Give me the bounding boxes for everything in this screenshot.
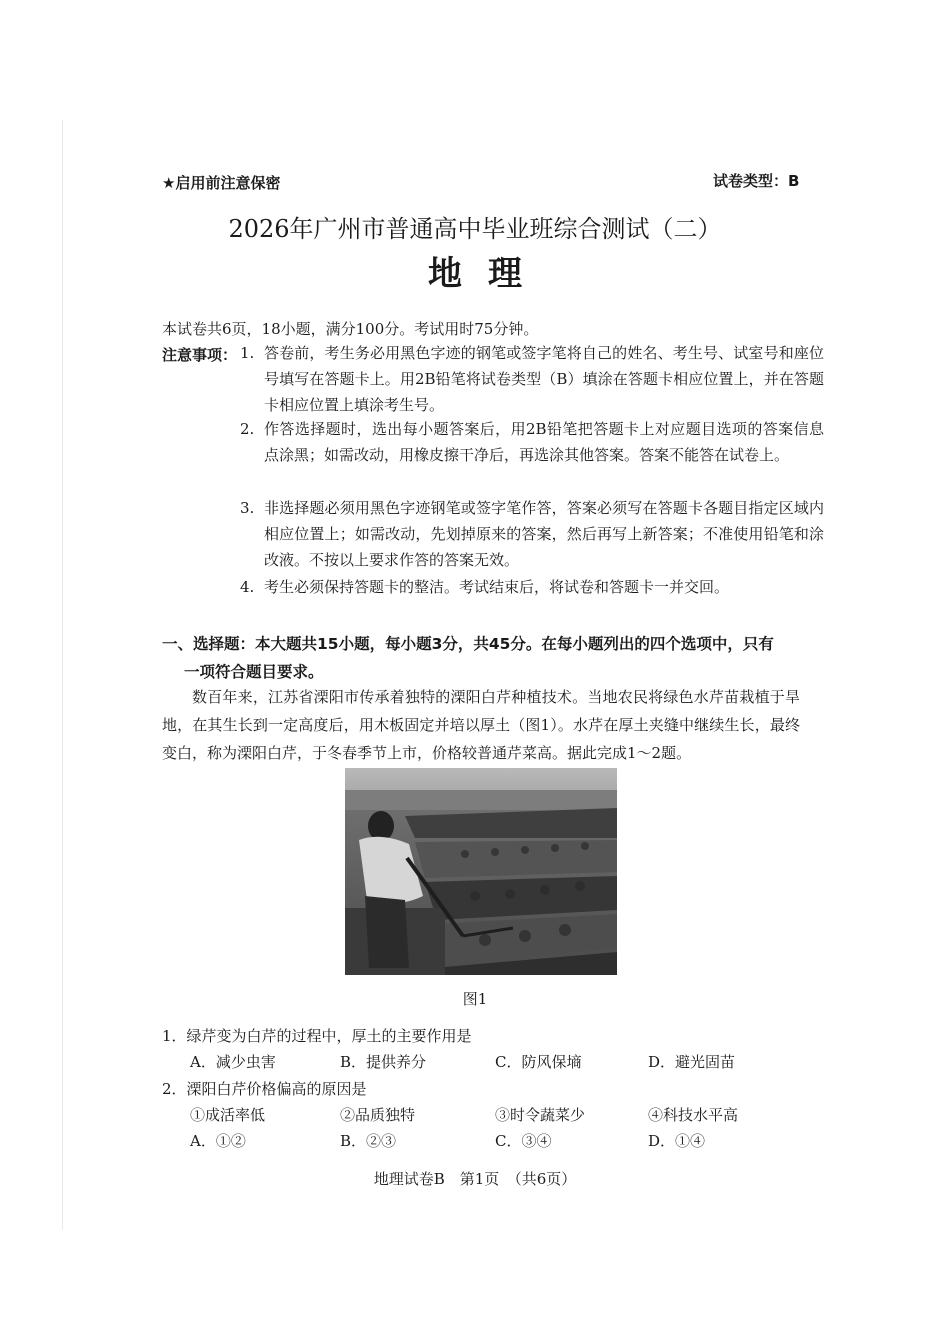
section-heading-line2: 一项符合题目要求。 [184,663,324,681]
answer-option: C．防风保墒 [495,1053,582,1071]
statement-item: ③时令蔬菜少 [495,1106,586,1124]
answer-option: D．避光固苗 [648,1053,736,1071]
exam-intro: 本试卷共6页，18小题，满分100分。考试用时75分钟。 [162,320,539,338]
answer-option: A．①② [190,1132,246,1150]
notice-item [240,340,830,418]
notice-number: 3. [240,499,255,517]
notice-number: 2. [240,420,255,438]
notice-number: 4. [240,578,255,596]
figure-caption: 图1 [462,990,488,1008]
notice-text: 答卷前，考生务必用黑色字迹的钢笔或签字笔将自己的姓名、考生号、试室号和座位号填写在答题卡上。用2B铅笔将试卷类型（B）填涂在答题卡相应位置上，并在答题卡相应位置上填涂考生号。 [264,344,824,414]
section-heading-line1: 一、选择题：本大题共15小题，每小题3分，共45分。在每小题列出的四个选项中，只有 [162,635,774,653]
question-stem: 2．溧阳白芹价格偏高的原因是 [162,1080,367,1098]
answer-option: B．提供养分 [340,1053,427,1071]
answer-option: B．②③ [340,1132,397,1150]
answer-option: A．减少虫害 [190,1053,276,1071]
answer-option: D．①④ [648,1132,706,1150]
question-passage: 数百年来，江苏省溧阳市传承着独特的溧阳白芹种植技术。当地农民将绿色水芹苗栽植于旱地，在其生长到一定高度后，用木板固定并培以厚土（图1）。水芹在厚土夹缝中继续生长，最终变白，称为溧阳白芹，于冬春季节上市，价格较普通芹菜高。据此完成1～2题。 [162,688,800,762]
notice-label: 注意事项： [162,346,238,364]
answer-option: C．③④ [495,1132,552,1150]
page-footer: 地理试卷B 第1页 （共6页） [373,1170,577,1188]
notice-item [240,416,830,494]
celery-field-photo [345,768,617,975]
notice-text: 非选择题必须用黑色字迹钢笔或签字笔作答，答案必须写在答题卡各题目指定区域内相应位置上；如需改动，先划掉原来的答案，然后再写上新答案；不准使用铅笔和涂改液。不按以上要求作答的答案无效。 [264,499,824,569]
notice-text: 作答选择题时，选出每小题答案后，用2B铅笔把答题卡上对应题目选项的答案信息点涂黑；如需改动，用橡皮擦干净后，再选涂其他答案。答案不能答在试卷上。 [264,420,824,464]
subject-title: 地理 [428,254,548,294]
section-heading [162,630,812,686]
notice-item [240,495,830,573]
confidential-notice: ★启用前注意保密 [162,174,281,192]
paper-type-label: 试卷类型：B [713,172,800,190]
notice-text: 考生必须保持答题卡的整洁。考试结束后，将试卷和答题卡一并交回。 [264,578,730,596]
statement-item: ④科技水平高 [648,1106,739,1124]
exam-title: 2026年广州市普通高中毕业班综合测试（二） [228,215,722,243]
question-stem: 1．绿芹变为白芹的过程中，厚土的主要作用是 [162,1027,472,1045]
statement-item: ①成活率低 [190,1106,266,1124]
notice-item [240,574,830,600]
notice-number: 1. [240,344,255,362]
statement-item: ②品质独特 [340,1106,416,1124]
